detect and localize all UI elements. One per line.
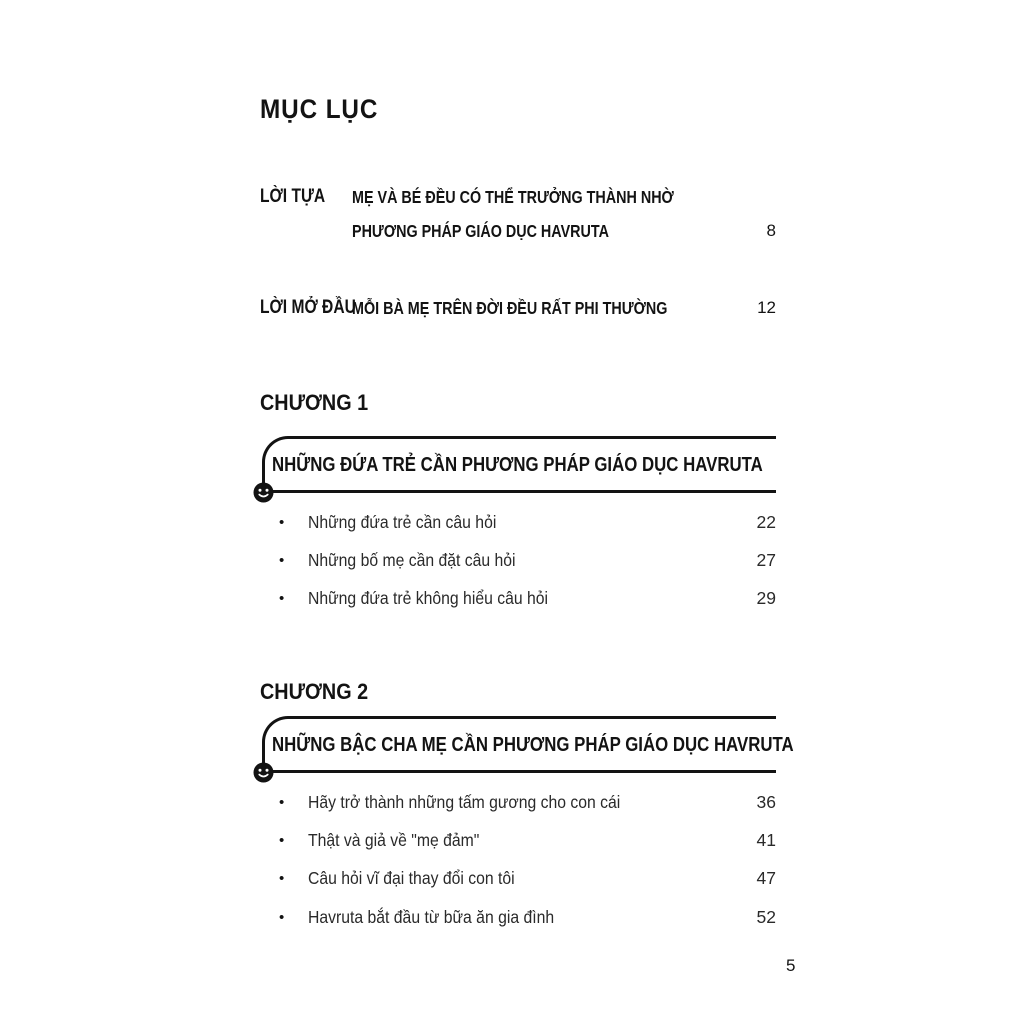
item-title: Thật và giả về "mẹ đảm" — [308, 830, 480, 851]
item-page-number: 22 — [756, 511, 776, 532]
chapter-box-bottom-rule — [262, 770, 776, 773]
chapter-box-bottom-rule — [262, 490, 776, 493]
chapter-2-title: NHỮNG BẬC CHA MẸ CẦN PHƯƠNG PHÁP GIÁO DỤC HAVRUTA — [272, 732, 794, 756]
item-page-number: 27 — [756, 550, 776, 571]
list-item — [260, 541, 776, 579]
front-matter-page-number: 12 — [757, 298, 776, 317]
front-matter-page-number: 8 — [766, 221, 776, 240]
front-matter-title — [352, 291, 757, 325]
chapter-2-title-box — [262, 716, 794, 770]
item-title: Những đứa trẻ cần câu hỏi — [308, 511, 497, 532]
bullet-icon: • — [279, 870, 285, 888]
item-title: Câu hỏi vĩ đại thay đổi con tôi — [308, 868, 515, 889]
list-item — [260, 503, 776, 541]
front-matter-title-line2: PHƯƠNG PHÁP GIÁO DỤC HAVRUTA — [352, 221, 609, 241]
chapter-1-heading: CHƯƠNG 1 — [260, 390, 369, 415]
item-page-number: 47 — [756, 868, 776, 889]
front-matter-title-line1: MỖI BÀ MẸ TRÊN ĐỜI ĐỀU RẤT PHI THƯỜNG — [352, 298, 668, 318]
item-page-number: 41 — [756, 830, 776, 851]
bullet-icon: • — [279, 832, 285, 850]
front-matter-row-loi-mo-dau — [260, 291, 776, 325]
bullet-icon: • — [279, 513, 285, 531]
item-page-number: 29 — [756, 588, 776, 609]
bullet-icon: • — [279, 590, 285, 608]
item-title: Havruta bắt đầu từ bữa ăn gia đình — [308, 906, 555, 927]
bullet-icon: • — [279, 552, 285, 570]
front-matter-label: LỜI MỞ ĐẦU — [260, 297, 356, 318]
list-item — [260, 783, 776, 821]
chapter-2-item-list — [260, 783, 776, 937]
list-item — [260, 860, 776, 898]
page-title-text: MỤC LỤC — [260, 94, 379, 124]
chapter-1-item-list — [260, 503, 776, 618]
item-title: Hãy trở thành những tấm gương cho con cái — [308, 791, 621, 812]
front-matter-row-loi-tua — [260, 180, 776, 248]
item-page-number: 52 — [756, 906, 776, 927]
smiley-face-icon — [253, 762, 274, 783]
chapter-1-title-box — [262, 436, 776, 490]
smiley-face-icon — [253, 482, 274, 503]
front-matter-title — [352, 180, 767, 248]
bullet-icon: • — [279, 793, 285, 811]
page-title — [260, 94, 391, 125]
chapter-2-heading: CHƯƠNG 2 — [260, 679, 369, 704]
list-item — [260, 821, 776, 859]
chapter-1-title: NHỮNG ĐỨA TRẺ CẦN PHƯƠNG PHÁP GIÁO DỤC HAVRUTA — [272, 452, 763, 476]
list-item — [260, 580, 776, 618]
item-title: Những đứa trẻ không hiểu câu hỏi — [308, 588, 549, 609]
list-item — [260, 898, 776, 936]
folio-page-number: 5 — [786, 956, 796, 975]
item-title: Những bố mẹ cần đặt câu hỏi — [308, 550, 516, 571]
bullet-icon: • — [279, 908, 285, 926]
front-matter-label: LỜI TỰA — [260, 186, 326, 207]
front-matter-title-line1: MẸ VÀ BÉ ĐỀU CÓ THỂ TRƯỞNG THÀNH NHỜ — [352, 187, 674, 207]
item-page-number: 36 — [756, 791, 776, 812]
